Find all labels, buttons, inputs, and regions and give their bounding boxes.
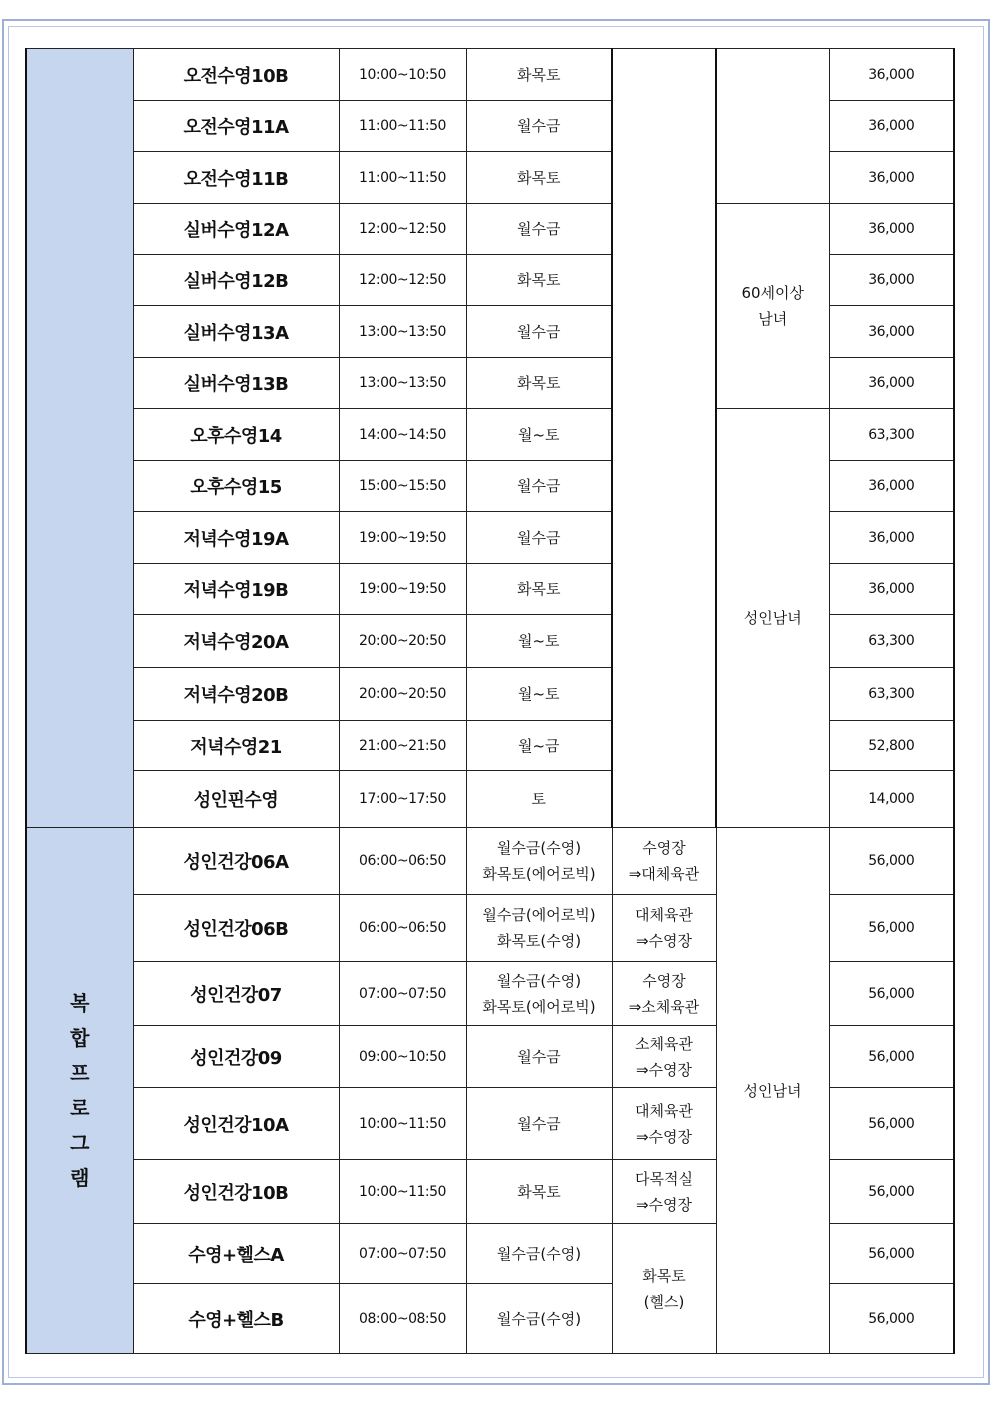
program-name: 오후수영15 xyxy=(133,461,339,512)
category-cell-swim xyxy=(26,49,133,828)
target-cell-silver xyxy=(716,204,829,409)
program-place: 대체육관 ⇒수영장 xyxy=(612,895,716,962)
program-name: 실버수영13B xyxy=(133,358,339,409)
program-name: 성인핀수영 xyxy=(133,771,339,828)
program-time: 19:00~19:50 xyxy=(339,512,466,564)
program-time: 12:00~12:50 xyxy=(339,204,466,255)
program-name: 실버수영12A xyxy=(133,204,339,255)
program-fee: 36,000 xyxy=(829,564,954,615)
program-fee: 56,000 xyxy=(829,1088,954,1160)
program-days: 월~금 xyxy=(466,721,612,771)
program-name: 성인건강10B xyxy=(133,1160,339,1224)
program-fee: 63,300 xyxy=(829,409,954,461)
program-time: 20:00~20:50 xyxy=(339,668,466,721)
table-row xyxy=(26,828,954,895)
program-days: 월수금(수영) xyxy=(466,1284,612,1354)
program-fee: 36,000 xyxy=(829,255,954,306)
program-days: 화목토 xyxy=(466,564,612,615)
target-cell-morning xyxy=(716,49,829,204)
program-days: 월수금(수영) 화목토(에어로빅) xyxy=(466,828,612,895)
program-name: 수영+헬스A xyxy=(133,1224,339,1284)
table-row xyxy=(26,49,954,101)
program-days: 월수금 xyxy=(466,1026,612,1088)
program-name: 오전수영11A xyxy=(133,101,339,152)
program-fee: 56,000 xyxy=(829,828,954,895)
program-name: 실버수영13A xyxy=(133,306,339,358)
program-fee: 36,000 xyxy=(829,461,954,512)
program-time: 06:00~06:50 xyxy=(339,895,466,962)
program-time: 07:00~07:50 xyxy=(339,962,466,1026)
program-name: 성인건강09 xyxy=(133,1026,339,1088)
program-fee: 36,000 xyxy=(829,306,954,358)
program-name: 오전수영11B xyxy=(133,152,339,204)
program-days: 월수금 xyxy=(466,461,612,512)
program-fee: 52,800 xyxy=(829,721,954,771)
program-fee: 56,000 xyxy=(829,1224,954,1284)
program-time: 14:00~14:50 xyxy=(339,409,466,461)
program-name: 저녁수영19B xyxy=(133,564,339,615)
program-days: 월수금 xyxy=(466,512,612,564)
program-time: 06:00~06:50 xyxy=(339,828,466,895)
program-time: 09:00~10:50 xyxy=(339,1026,466,1088)
program-name: 성인건강06A xyxy=(133,828,339,895)
program-name: 오전수영10B xyxy=(133,49,339,101)
category-cell-combo xyxy=(26,828,133,1354)
program-name: 저녁수영21 xyxy=(133,721,339,771)
program-days: 월수금 xyxy=(466,1088,612,1160)
program-days: 월수금 xyxy=(466,306,612,358)
program-time: 20:00~20:50 xyxy=(339,615,466,668)
program-time: 08:00~08:50 xyxy=(339,1284,466,1354)
program-time: 10:00~11:50 xyxy=(339,1088,466,1160)
program-fee: 14,000 xyxy=(829,771,954,828)
program-name: 성인건강07 xyxy=(133,962,339,1026)
program-time: 13:00~13:50 xyxy=(339,306,466,358)
program-fee: 36,000 xyxy=(829,204,954,255)
program-days: 월수금 xyxy=(466,204,612,255)
category-vertical-label: 복 합 프 로 그 램 xyxy=(70,990,90,1190)
program-fee: 36,000 xyxy=(829,49,954,101)
program-fee: 56,000 xyxy=(829,962,954,1026)
program-days: 화목토 xyxy=(466,1160,612,1224)
program-days: 화목토 xyxy=(466,255,612,306)
program-time: 11:00~11:50 xyxy=(339,152,466,204)
program-days: 화목토 xyxy=(466,358,612,409)
program-name: 수영+헬스B xyxy=(133,1284,339,1354)
program-name: 저녁수영19A xyxy=(133,512,339,564)
program-place: 수영장 ⇒대체육관 xyxy=(612,828,716,895)
program-time: 12:00~12:50 xyxy=(339,255,466,306)
program-time: 17:00~17:50 xyxy=(339,771,466,828)
program-name: 성인건강10A xyxy=(133,1088,339,1160)
place-cell-merged xyxy=(612,49,716,828)
program-fee: 36,000 xyxy=(829,101,954,152)
program-name: 오후수영14 xyxy=(133,409,339,461)
program-place: 소체육관 ⇒수영장 xyxy=(612,1026,716,1088)
program-days: 월수금(에어로빅) 화목토(수영) xyxy=(466,895,612,962)
program-place-helth: 화목토 (헬스) xyxy=(612,1224,716,1354)
program-days: 토 xyxy=(466,771,612,828)
target-line: 남녀 xyxy=(758,310,788,328)
program-fee: 63,300 xyxy=(829,615,954,668)
target-line: 60세이상 xyxy=(741,284,805,302)
table-row xyxy=(26,204,954,255)
program-name: 저녁수영20B xyxy=(133,668,339,721)
program-fee: 36,000 xyxy=(829,358,954,409)
program-fee: 56,000 xyxy=(829,895,954,962)
program-days: 월수금 xyxy=(466,101,612,152)
program-fee: 36,000 xyxy=(829,512,954,564)
program-days: 월수금(수영) 화목토(에어로빅) xyxy=(466,962,612,1026)
program-time: 10:00~11:50 xyxy=(339,1160,466,1224)
program-days: 화목토 xyxy=(466,152,612,204)
schedule-table xyxy=(25,48,955,1354)
table-row xyxy=(26,409,954,461)
program-days: 월~토 xyxy=(466,668,612,721)
program-name: 성인건강06B xyxy=(133,895,339,962)
program-days: 월~토 xyxy=(466,615,612,668)
program-name: 저녁수영20A xyxy=(133,615,339,668)
program-days: 화목토 xyxy=(466,49,612,101)
program-place: 수영장 ⇒소체육관 xyxy=(612,962,716,1026)
program-place: 대체육관 ⇒수영장 xyxy=(612,1088,716,1160)
target-cell-combo: 성인남녀 xyxy=(716,828,829,1354)
program-fee: 56,000 xyxy=(829,1026,954,1088)
program-time: 15:00~15:50 xyxy=(339,461,466,512)
program-fee: 56,000 xyxy=(829,1284,954,1354)
program-time: 21:00~21:50 xyxy=(339,721,466,771)
program-time: 07:00~07:50 xyxy=(339,1224,466,1284)
target-cell-adult: 성인남녀 xyxy=(716,409,829,828)
program-fee: 36,000 xyxy=(829,152,954,204)
program-days: 월수금(수영) xyxy=(466,1224,612,1284)
program-time: 13:00~13:50 xyxy=(339,358,466,409)
program-days: 월~토 xyxy=(466,409,612,461)
program-name: 실버수영12B xyxy=(133,255,339,306)
program-fee: 56,000 xyxy=(829,1160,954,1224)
program-time: 19:00~19:50 xyxy=(339,564,466,615)
program-place: 다목적실 ⇒수영장 xyxy=(612,1160,716,1224)
program-time: 11:00~11:50 xyxy=(339,101,466,152)
program-fee: 63,300 xyxy=(829,668,954,721)
program-time: 10:00~10:50 xyxy=(339,49,466,101)
